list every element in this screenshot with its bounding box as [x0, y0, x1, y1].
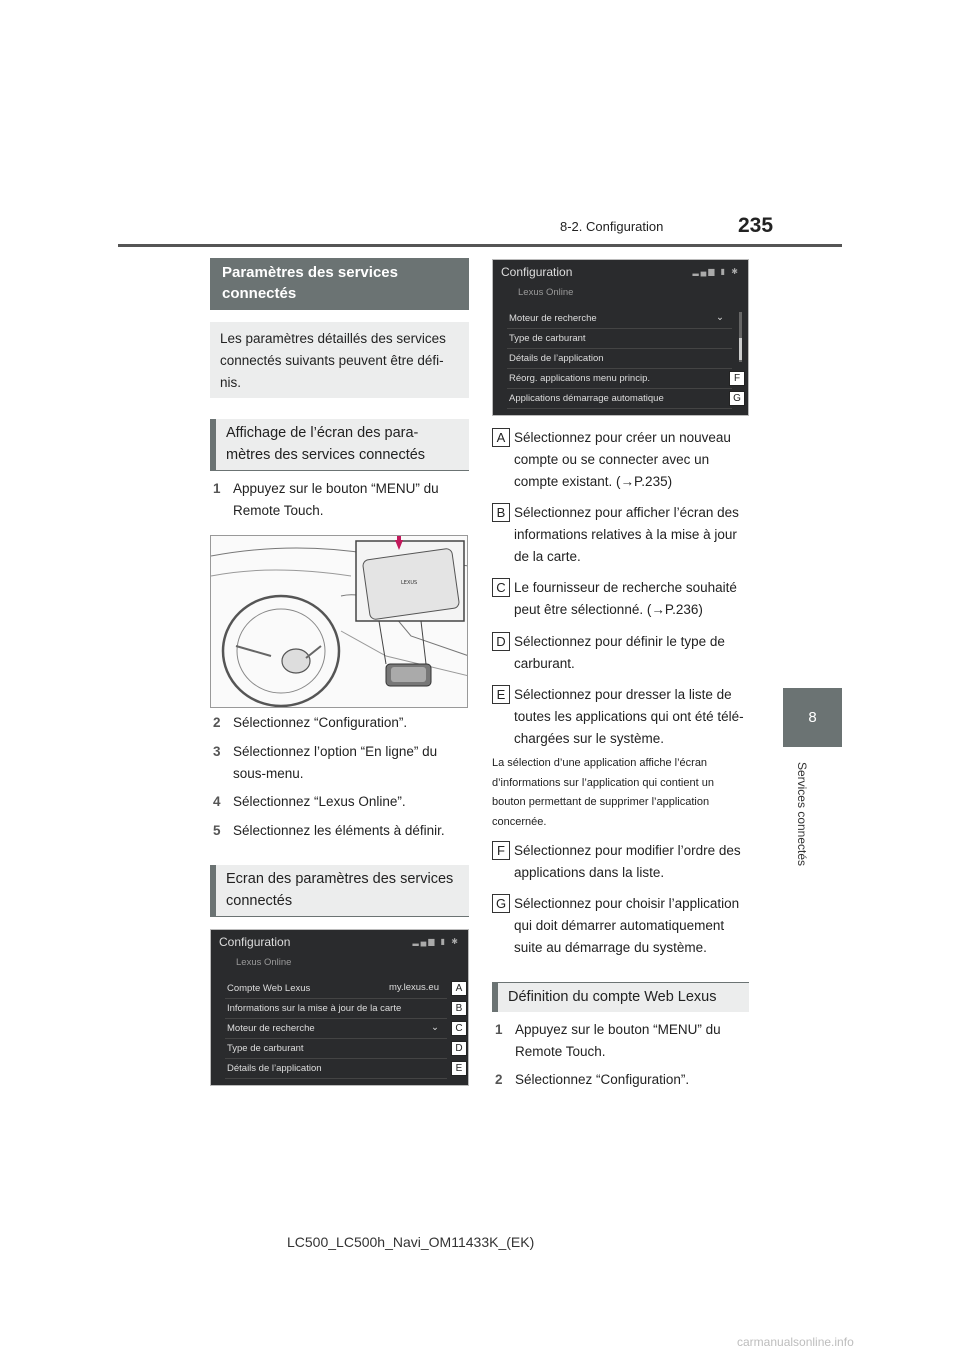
intro-text: Les paramètres détaillés des services connectés suivants peuvent être défi-nis. — [210, 322, 469, 398]
step-2: 2 Sélectionnez “Configuration”. — [213, 715, 408, 730]
heading-affichage: Affichage de l’écran des para-mètres des services connectés — [210, 419, 469, 471]
screen-subtitle: Lexus Online — [236, 957, 292, 968]
row-infos-carte[interactable]: Informations sur la mise à jour de la carte — [225, 1000, 447, 1019]
row-auto-start[interactable]: Applications démarrage automatique — [507, 390, 732, 409]
desc-g: G Sélectionnez pour choisir l’application qui doit démarrer automatiquement suite au démarrage du système. — [492, 893, 749, 959]
svg-text:LEXUS: LEXUS — [401, 580, 418, 586]
row-details-app[interactable]: Détails de l’application — [507, 350, 732, 369]
page-number: 235 — [738, 214, 774, 237]
row-carburant[interactable]: Type de carburant — [507, 330, 732, 349]
row-moteur[interactable]: Moteur de recherche ⌄ — [225, 1020, 447, 1039]
dashboard-illustration — [210, 535, 468, 708]
row-moteur[interactable]: Moteur de recherche ⌄ — [507, 310, 732, 329]
desc-f: F Sélectionnez pour modifier l’ordre des applications dans la liste. — [492, 840, 749, 884]
callout-g: G — [729, 391, 745, 406]
heading-parametres: Paramètres des services connectés — [210, 258, 469, 310]
chapter-label: Services connectés — [795, 761, 809, 867]
callout-f: F — [729, 371, 745, 386]
status-icons: ▂▄▆ ▮ ✱ — [412, 937, 460, 946]
step-r2: 2 Sélectionnez “Configuration”. — [495, 1072, 690, 1087]
row-carburant[interactable]: Type de carburant — [225, 1040, 447, 1059]
callout-a: A — [451, 981, 467, 996]
chevron-down-icon: ⌄ — [716, 312, 724, 323]
chapter-tab: 8 — [783, 688, 842, 747]
row-details-app[interactable]: Détails de l’application — [225, 1060, 447, 1079]
step-3: 3 Sélectionnez l’option “En ligne” du sous-menu. — [213, 744, 438, 781]
desc-e: E Sélectionnez pour dresser la liste de toutes les applications qui ont été télé-chargées sur le système. — [492, 684, 749, 750]
step-r1: 1 Appuyez sur le bouton “MENU” du Remote Touch. — [495, 1022, 721, 1059]
row-compte-web[interactable]: Compte Web Lexus my.lexus.eu — [225, 980, 447, 999]
status-icons: ▂▄▆ ▮ ✱ — [692, 267, 740, 276]
heading-compte-web: Définition du compte Web Lexus — [492, 982, 749, 1012]
step-1: 1 Appuyez sur le bouton “MENU” du Remote Touch. — [213, 481, 439, 518]
document-code: LC500_LC500h_Navi_OM11433K_(EK) — [287, 1234, 535, 1250]
row-reorg[interactable]: Réorg. applications menu princip. — [507, 370, 732, 389]
header-rule — [118, 244, 842, 247]
callout-e: E — [451, 1061, 467, 1076]
settings-screen-2 — [492, 259, 749, 416]
note-text: La sélection d’une application affiche l’écran d’informations sur l’application qui contient un bouton permettant de supprimer l’application concernée. — [492, 757, 714, 828]
heading-ecran: Ecran des paramètres des services connectés — [210, 865, 469, 917]
settings-screen-1 — [210, 929, 469, 1086]
desc-c: C Le fournisseur de recherche souhaité peut être sélectionné. (→P.236) — [492, 577, 749, 621]
scrollbar-thumb[interactable] — [739, 338, 742, 360]
chevron-down-icon: ⌄ — [431, 1022, 439, 1033]
desc-a: A Sélectionnez pour créer un nouveau compte ou se connecter avec un compte existant. (→P.235) — [492, 427, 749, 493]
section-title: 8-2. Configuration — [560, 219, 664, 234]
remote-touch-drawing — [211, 536, 468, 708]
callout-d: D — [451, 1041, 467, 1056]
desc-d: D Sélectionnez pour définir le type de carburant. — [492, 631, 749, 675]
watermark: carmanualsonline.info — [737, 1335, 854, 1349]
screen-title: Configuration — [501, 265, 573, 279]
step-4: 4 Sélectionnez “Lexus Online”. — [213, 794, 406, 809]
step-5: 5 Sélectionnez les éléments à définir. — [213, 823, 445, 838]
screen-title: Configuration — [219, 935, 291, 949]
desc-b: B Sélectionnez pour afficher l’écran des informations relatives à la mise à jour de la carte. — [492, 502, 749, 568]
callout-b: B — [451, 1001, 467, 1016]
screen-subtitle: Lexus Online — [518, 287, 574, 298]
callout-c: C — [451, 1021, 467, 1036]
